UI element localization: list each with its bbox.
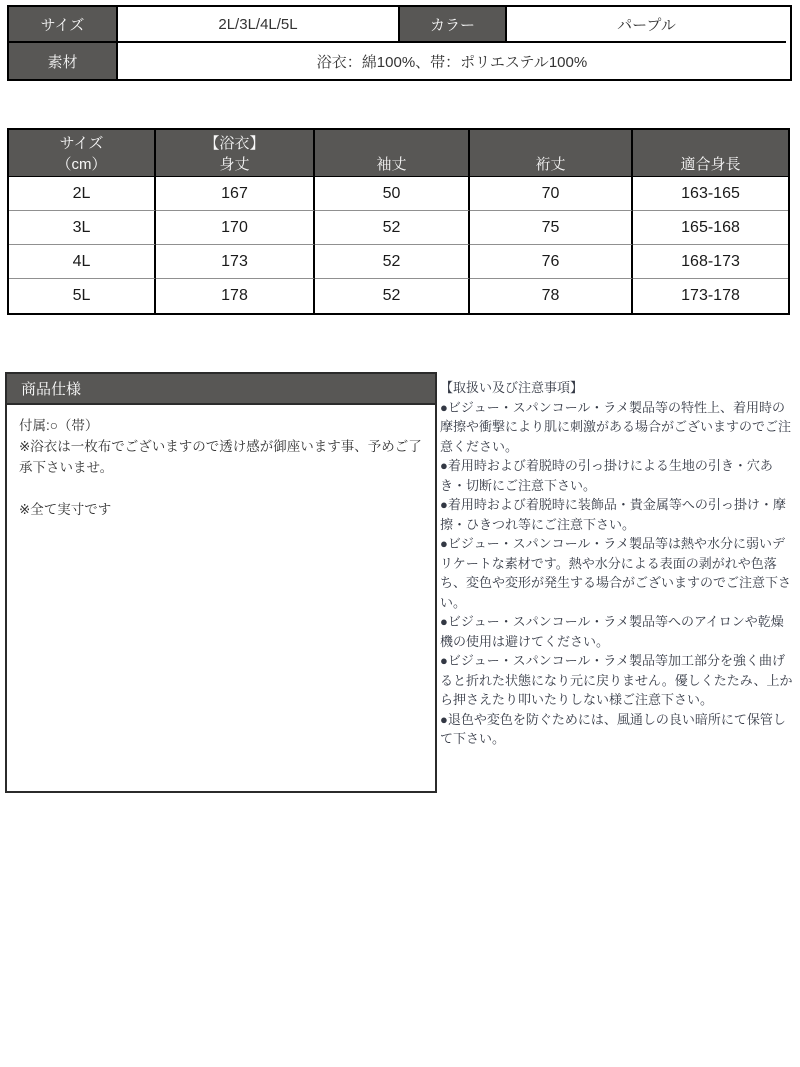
row-3l-mitake: 170	[156, 211, 315, 245]
note-item: ●着用時および着脱時に装飾品・貴金属等への引っ掛け・摩擦・ひきつれ等にご注意下さい。	[440, 497, 786, 532]
row-3l-yukitake: 75	[470, 211, 633, 245]
size-value-cell: 2L/3L/4L/5L	[118, 7, 400, 43]
row-2l-height: 163-165	[633, 177, 788, 211]
row-3l-height: 165-168	[633, 211, 788, 245]
material-value-cell: 浴衣：綿100%、帯：ポリエステル100%	[118, 43, 786, 79]
row-4l-size: 4L	[9, 245, 156, 279]
row-5l-height: 173-178	[633, 279, 788, 313]
row-4l-mitake: 173	[156, 245, 315, 279]
spec-spacer	[19, 478, 423, 499]
product-spec-title: 商品仕様	[7, 374, 435, 405]
column-header-size: サイズ （cm）	[9, 130, 156, 177]
row-2l-sodetake: 50	[315, 177, 470, 211]
row-4l-yukitake: 76	[470, 245, 633, 279]
size-label-cell: サイズ	[9, 7, 118, 43]
column-header-height: 適合身長	[633, 130, 788, 177]
row-5l-sodetake: 52	[315, 279, 470, 313]
note-item: ●ビジュー・スパンコール・ラメ製品等加工部分を強く曲げると折れた状態になり元に戻りません。優しくたたみ、上から押さえたり叩いたりしない様ご注意下さい。	[440, 653, 793, 707]
row-2l-yukitake: 70	[470, 177, 633, 211]
product-spec-panel	[5, 372, 437, 793]
row-3l-size: 3L	[9, 211, 156, 245]
row-2l-size: 2L	[9, 177, 156, 211]
info-table	[7, 5, 792, 81]
color-value-cell: パープル	[507, 7, 786, 43]
column-header-mitake: 【浴衣】 身丈	[156, 130, 315, 177]
spec-line-measurement-note: ※全て実寸です	[19, 502, 112, 517]
material-label-cell: 素材	[9, 43, 118, 79]
row-5l-mitake: 178	[156, 279, 315, 313]
handling-notes-title: 【取扱い及び注意事項】	[440, 380, 584, 395]
row-3l-sodetake: 52	[315, 211, 470, 245]
column-header-sodetake: 袖丈	[315, 130, 470, 177]
product-spec-body	[7, 405, 435, 530]
row-2l-mitake: 167	[156, 177, 315, 211]
color-label-cell: カラー	[400, 7, 507, 43]
size-chart-table	[7, 128, 790, 315]
column-header-yukitake: 裄丈	[470, 130, 633, 177]
row-4l-sodetake: 52	[315, 245, 470, 279]
handling-notes	[440, 378, 796, 749]
note-item: ●ビジュー・スパンコール・ラメ製品等へのアイロンや乾燥機の使用は避けてください。	[440, 614, 784, 649]
spec-line-sheerness-note: ※浴衣は一枚布でございますので透け感が御座います事、予めご了承下さいませ。	[19, 439, 422, 475]
row-4l-height: 168-173	[633, 245, 788, 279]
note-item: ●着用時および着脱時の引っ掛けによる生地の引き・穴あき・切断にご注意下さい。	[440, 458, 773, 493]
note-item: ●ビジュー・スパンコール・ラメ製品等は熱や水分に弱いデリケートな素材です。熱や水分による表面の剥がれや色落ち、変色や変形が発生する場合がございますのでご注意下さい。	[440, 536, 792, 610]
spec-line-accessory: 付属:○（帯）	[19, 418, 99, 433]
note-item: ●退色や変色を防ぐためには、風通しの良い暗所にて保管して下さい。	[440, 711, 786, 746]
note-item: ●ビジュー・スパンコール・ラメ製品等の特性上、着用時の摩擦や衝撃により肌に刺激がある場合がございますのでご注意ください。	[440, 399, 792, 454]
row-5l-yukitake: 78	[470, 279, 633, 313]
row-5l-size: 5L	[9, 279, 156, 313]
